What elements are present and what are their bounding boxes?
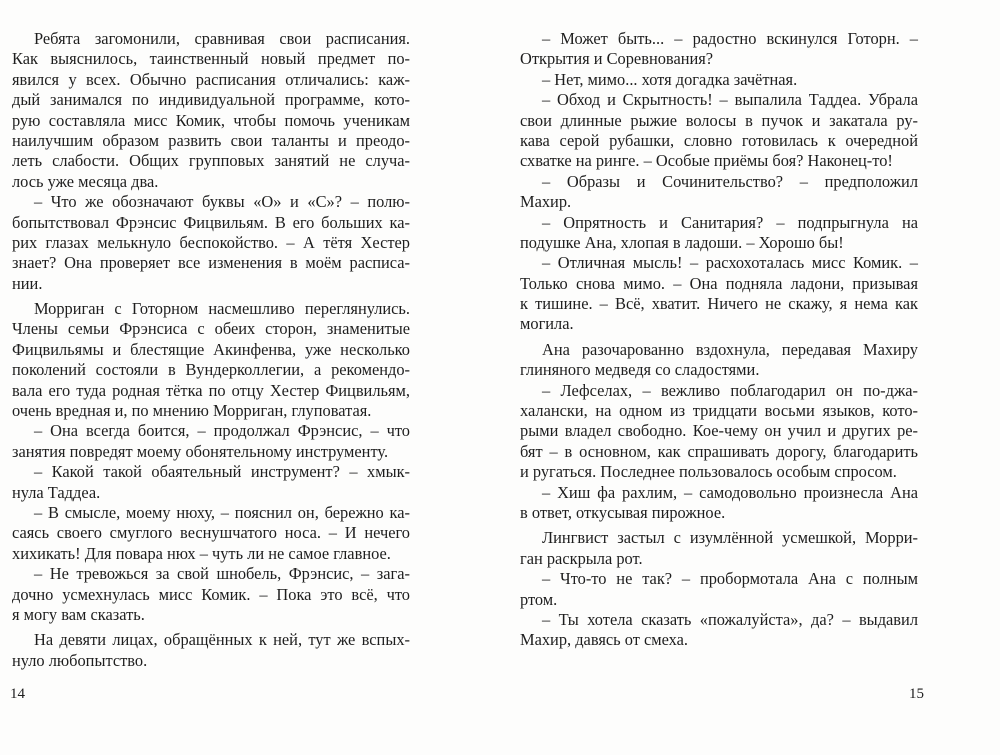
text-line: дый занимался по индивидуальной программе, кото-	[12, 90, 410, 110]
text-line: – Обход и Скрытность! – выпалила Таддеа. Убрала	[542, 90, 918, 110]
text-line: – Опрятность и Санитария? – подпрыгнула на	[542, 212, 918, 232]
text-line: подушке Ана, хлопая в ладоши. – Хорошо бы!	[520, 232, 844, 252]
text-line: рыми владел свободно. Кое-чему он учил и других ре-	[520, 421, 918, 441]
dialogue-paragraph	[12, 564, 410, 625]
text-line: очень вредная и, по мнению Морриган, глуповатая.	[12, 401, 372, 421]
dialogue-paragraph	[520, 172, 918, 213]
text-line: рую составляла мисс Комик, чтобы помочь ученикам	[12, 110, 410, 130]
text-line: занятия повредят моему обонятельному инструменту.	[12, 441, 389, 461]
text-line: нии.	[12, 273, 43, 293]
dialogue-paragraph	[520, 569, 918, 610]
dialogue-paragraph	[520, 483, 918, 524]
text-line: – Ты хотела сказать «пожалуйста», да? – выдавил	[542, 609, 918, 629]
text-line: в ответ, откусывая пирожное.	[520, 502, 726, 522]
left-page-text	[12, 29, 410, 671]
text-line: рих глазах мелькнуло беспокойство. – А тётя Хестер	[12, 232, 410, 252]
text-line: – Может быть... – радостно вскинулся Готорн. –	[542, 29, 918, 48]
text-line: дочно усмехнулась мисс Комик. – Пока это всё, что	[12, 584, 410, 604]
text-line: Члены семьи Фрэнсиса с обеих сторон, знаменитые	[12, 319, 410, 339]
text-line: Открытия и Соревнования?	[520, 49, 714, 69]
dialogue-paragraph	[12, 462, 410, 503]
text-line: – Она всегда боится, – продолжал Фрэнсис, – что	[34, 421, 410, 441]
text-line: нуло любопытство.	[12, 650, 148, 670]
text-line: – Не тревожься за свой шнобель, Фрэнсис, – зага-	[34, 564, 410, 584]
text-line: – Нет, мимо... хотя догадка зачётная.	[542, 69, 798, 89]
text-line: кава серой рубашки, словно готовилась к очередной	[520, 130, 918, 150]
dialogue-paragraph	[520, 213, 918, 254]
text-line: к тишине. – Всё, хватит. Ничего не скажу, я нема как	[520, 294, 918, 314]
text-line: бят – в основном, как спрашивать дорогу, благодарить	[520, 441, 918, 461]
text-line: Махир, давясь от смеха.	[520, 630, 689, 650]
text-line: На девяти лицах, обращённых к ней, тут же вспых-	[34, 630, 410, 650]
text-line: леть слабости. Общих групповых занятий не случа-	[12, 151, 410, 171]
text-line: лось уже месяца два.	[12, 171, 159, 191]
text-line: явился у всех. Обычно расписания отличались: каж-	[12, 69, 410, 89]
text-line: – Отличная мысль! – расхохоталась мисс Комик. –	[542, 253, 918, 273]
text-line: ган раскрыла рот.	[520, 548, 643, 568]
page-number-right: 15	[909, 686, 924, 702]
text-line: саясь своего смуглого веснушчатого носа. – И нечего	[12, 523, 410, 543]
text-line: – Лефселах, – вежливо поблагодарил он по-джа-	[542, 380, 918, 400]
text-line: Лингвист застыл с изумлённой усмешкой, Морри-	[542, 528, 918, 548]
text-line: Морриган с Готорном насмешливо переглянулись.	[34, 299, 410, 319]
dialogue-paragraph	[12, 503, 410, 564]
text-line: Только снова мимо. – Она подняла ладони, призывая	[520, 273, 918, 293]
text-line: Махир.	[520, 192, 572, 212]
paragraph	[12, 630, 410, 671]
page-number-left: 14	[10, 686, 25, 702]
dialogue-paragraph	[12, 192, 410, 294]
dialogue-paragraph	[520, 90, 918, 172]
text-line: Ана разочарованно вздохнула, передавая Махиру	[542, 339, 918, 359]
text-line: я могу вам сказать.	[12, 604, 145, 624]
right-page-text	[520, 29, 918, 651]
text-line: вала его туда родная тётка по отцу Хестер Фицвильям,	[12, 380, 410, 400]
dialogue-paragraph	[12, 421, 410, 462]
text-line: знает? Она проверяет все изменения в моём расписа-	[12, 253, 410, 273]
text-line: Фицвильямы и блестящие Акинфенва, уже несколько	[12, 339, 410, 359]
text-line: поколений состояли в Вундерколлегии, а рекомендо-	[12, 360, 410, 380]
paragraph	[520, 340, 918, 381]
text-line: свои длинные рыжие волосы в пучок и закатала ру-	[520, 110, 918, 130]
text-line: и ругаться. Последнее пользовалось особым спросом.	[520, 462, 897, 482]
text-line: – Что-то не так? – пробормотала Ана с полным	[542, 569, 918, 589]
text-line: – Образы и Сочинительство? – предположил	[542, 171, 918, 191]
dialogue-paragraph	[520, 610, 918, 651]
text-line: ртом.	[520, 589, 558, 609]
text-line: Ребята загомонили, сравнивая свои расписания.	[34, 29, 410, 48]
dialogue-paragraph	[520, 253, 918, 335]
paragraph	[520, 528, 918, 569]
text-line: Как выяснилось, таинственный новый предмет по-	[12, 49, 410, 69]
text-line: наилучшим образом развить свои таланты и преодо-	[12, 130, 410, 150]
text-line: нула Таддеа.	[12, 482, 101, 502]
dialogue-paragraph	[520, 29, 918, 70]
text-line: могила.	[520, 314, 574, 334]
text-line: бопытствовал Фрэнсис Фицвильям. В его больших ка-	[12, 212, 410, 232]
text-line: халански, на одном из тридцати восьми языков, кото-	[520, 401, 918, 421]
paragraph	[12, 29, 410, 192]
text-line: – Какой такой обаятельный инструмент? – хмык-	[34, 462, 410, 482]
text-line: хихикать! Для повара нюх – чуть ли не самое главное.	[12, 543, 391, 563]
dialogue-paragraph	[520, 381, 918, 483]
text-line: – В смысле, моему нюху, – пояснил он, бережно ка-	[34, 502, 410, 522]
text-line: – Хиш фа рахлим, – самодовольно произнесла Ана	[542, 482, 918, 502]
text-line: глиняного медведя со сладостями.	[520, 360, 760, 380]
text-line: схватке на ринге. – Особые приёмы боя? Наконец-то!	[520, 151, 893, 171]
text-line: – Что же обозначают буквы «О» и «С»? – полю-	[34, 192, 410, 212]
paragraph	[12, 299, 410, 421]
dialogue-paragraph	[520, 70, 918, 90]
